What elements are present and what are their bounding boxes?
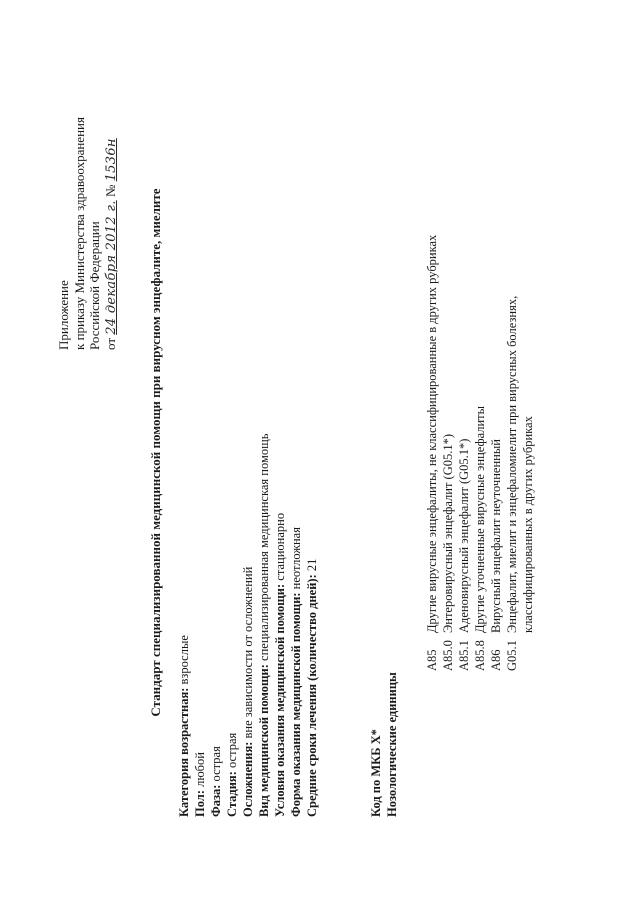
icd-code-list [424,235,536,671]
number-prefix: № [102,184,118,198]
icd-description: Другие уточненные вирусные энцефалиты [473,405,487,633]
param-stage: Стадия: острая [225,732,239,817]
appendix-line-4 [103,117,120,350]
icd-row [424,235,440,671]
appendix-line-1: Приложение [56,280,71,350]
icd-description: Энтеровирусный энцефалит (G05.1*) [441,433,455,633]
param-treatment-duration: Средние сроки лечения (количество дней): 21 [305,558,319,817]
icd-code: G05.1 [505,640,519,671]
param-age-category: Категория возрастная: взрослые [177,635,191,817]
param-complications: Осложнения: вне зависимости от осложнений [241,566,255,817]
icd-description: Энцефалит, миелит и энцефаломиелит при вирусных болезнях, классифицированных в других рубриках [505,295,535,633]
icd-heading [368,672,400,817]
icd-code: A86 [489,649,503,671]
nosological-units-label: Нозологические единицы [385,672,399,817]
param-care-type: Вид медицинской помощи: специализированная медицинская помощь [257,433,271,817]
icd-code: A85.8 [473,640,487,671]
document-title: Стандарт специализированной медицинской помощи при вирусном энцефалите, миелите [148,188,163,717]
icd-code: A85 [425,649,439,671]
icd-row [488,235,504,671]
icd-row [472,235,488,671]
icd-row [504,235,536,671]
icd-description: Другие вирусные энцефалиты, не классифицированные в других рубриках [425,234,439,633]
standard-parameters [176,434,320,817]
appendix-block [56,117,119,350]
param-sex: Пол: любой [193,752,207,817]
appendix-line-3: Российской Федерации [87,221,102,350]
icd-code-label: Код по МКБ X* [369,729,383,817]
param-care-form: Форма оказания медицинской помощи: неотложная [289,527,303,817]
icd-code: A85.1 [457,640,471,671]
icd-code: A85.0 [441,640,455,671]
handwritten-date: 24 декабря 2012 г. [103,200,119,335]
handwritten-number: 1536н [103,138,119,182]
date-prefix: от [102,337,118,350]
icd-description: Вирусный энцефалит неуточненный [489,439,503,633]
icd-description: Аденовирусный энцефалит (G05.1*) [457,438,471,633]
param-phase: Фаза: острая [209,746,223,817]
param-care-conditions: Условия оказания медицинской помощи: стационарно [273,512,287,817]
icd-row [440,235,456,671]
icd-row [456,235,472,671]
appendix-line-2: к приказу Министерства здравоохранения [71,117,87,350]
